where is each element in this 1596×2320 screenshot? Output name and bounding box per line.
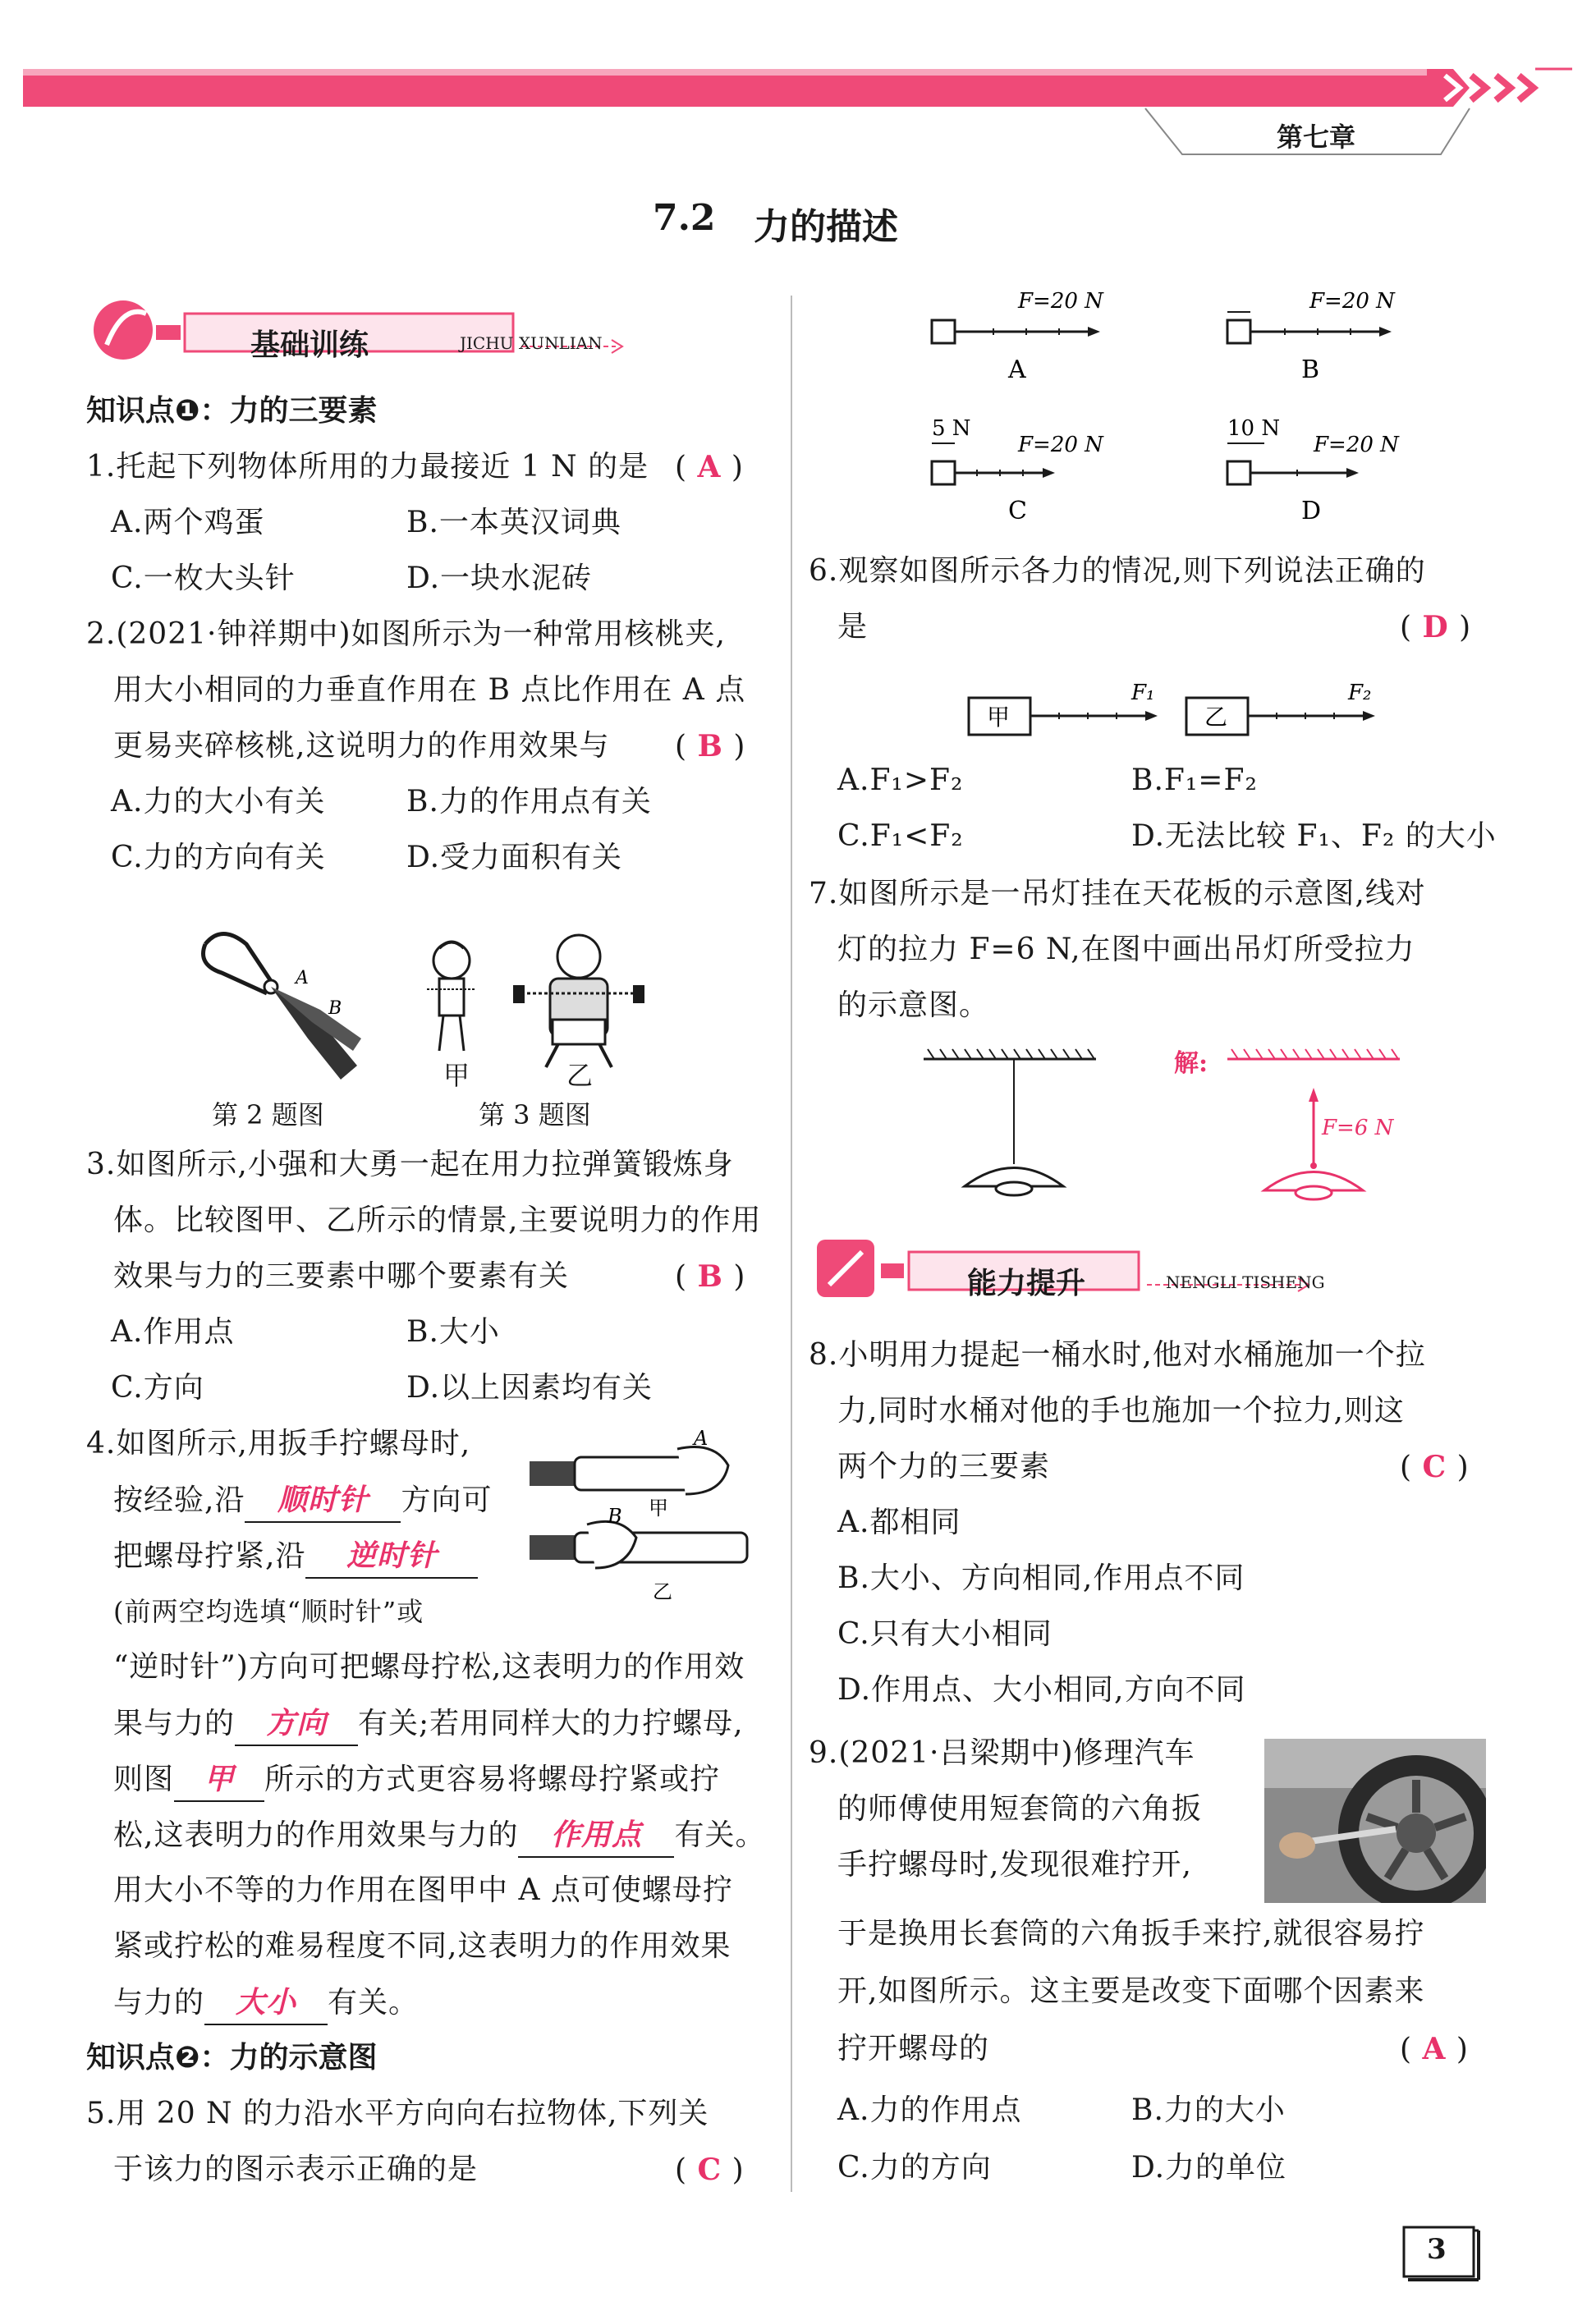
section-number: 7.2 [653, 197, 716, 239]
fig3-label-yi: 乙 [566, 1060, 594, 1091]
q9-option-b: B.力的大小 [1131, 2093, 1286, 2127]
q2-line-2: 用大小相同的力垂直作用在 B 点比作用在 A 点 [113, 673, 746, 707]
q4-line-5: “逆时针”)方向可把螺母拧松,这表明力的作用效 [113, 1650, 745, 1684]
opt-c-force: F=20 N [1018, 433, 1103, 457]
q6-option-c: C.F₁<F₂ [837, 819, 964, 853]
answer-bracket-q5: ( C ) [675, 2153, 745, 2187]
q6-box-yi: 乙 [1204, 704, 1228, 731]
q8-line-2: 力,同时水桶对他的手也施加一个拉力,则这 [837, 1394, 1405, 1428]
page-title: 力的描述 [754, 206, 898, 248]
answer-q1: A [697, 450, 722, 484]
q4-line-2 [113, 1479, 492, 1523]
q1-option-b: B.一本英汉词典 [406, 506, 621, 539]
q4-line-6-a: 果与力的 [113, 1707, 236, 1740]
section-pinyin-basic: JICHU XUNLIAN [460, 333, 603, 353]
q4-blank-1: 顺时针 [245, 1479, 401, 1523]
q4-blank-2: 逆时针 [305, 1534, 478, 1579]
q1-option-a: A.两个鸡蛋 [111, 506, 265, 539]
q8-line-3: 两个力的三要素 [837, 1450, 1051, 1483]
opt-d-force: F=20 N [1314, 433, 1399, 457]
q4-line-7 [113, 1758, 720, 1802]
q9-option-d: D.力的单位 [1131, 2151, 1287, 2185]
answer-q8: C [1422, 1450, 1447, 1484]
opt-b-force: F=20 N [1309, 289, 1395, 314]
q9-option-a: A.力的作用点 [837, 2093, 1022, 2127]
q9-line-4: 于是换用长套筒的六角扳手来拧,就很容易拧 [837, 1917, 1425, 1951]
q8-line-1: 8.小明用力提起一桶水时,他对水桶施加一个拉 [809, 1338, 1426, 1372]
q4-line-11-b: 有关。 [328, 1986, 420, 2020]
q4-line-8 [113, 1813, 765, 1858]
q3-option-a: A.作用点 [111, 1315, 235, 1349]
q9-line-5: 开,如图所示。这主要是改变下面哪个因素来 [837, 1974, 1425, 2008]
answer-bracket-q3: ( B ) [675, 1259, 746, 1294]
q7-line-3: 的示意图。 [837, 988, 990, 1022]
q8-option-d: D.作用点、大小相同,方向不同 [837, 1673, 1246, 1707]
q6-line-1: 6.观察如图所示各力的情况,则下列说法正确的 [809, 554, 1426, 588]
answer-q6: D [1422, 610, 1449, 644]
q4-blank-6: 大小 [204, 1981, 328, 2025]
q3-line-2: 体。比较图甲、乙所示的情景,主要说明力的作用 [113, 1204, 762, 1237]
fig3-caption: 第 3 题图 [479, 1099, 591, 1130]
answer-q9: A [1422, 2032, 1447, 2066]
q4-blank-5: 作用点 [518, 1813, 674, 1858]
q4-line-2-b: 方向可 [401, 1483, 493, 1517]
q3-line-3: 效果与力的三要素中哪个要素有关 [113, 1259, 570, 1293]
q5-line-2: 于该力的图示表示正确的是 [113, 2153, 479, 2186]
q5-line-1: 5.用 20 N 的力沿水平方向向右拉物体,下列关 [86, 2097, 709, 2130]
q3-option-b: B.大小 [406, 1315, 500, 1349]
q8-option-b: B.大小、方向相同,作用点不同 [837, 1561, 1245, 1595]
knowledge-point-2: 知识点❷：力的示意图 [86, 2041, 378, 2075]
q9-line-3: 手拧螺母时,发现很难拧开, [837, 1848, 1192, 1882]
q6-box-jia: 甲 [987, 704, 1011, 731]
q7-solution-force: F=6 N [1322, 1116, 1394, 1140]
q6-option-a: A.F₁>F₂ [837, 763, 964, 797]
q4-line-8-b: 有关。 [674, 1818, 766, 1852]
header-band-graphic [0, 0, 1596, 164]
wrench-label-jia: 甲 [649, 1497, 668, 1520]
answer-bracket-q2: ( B ) [675, 729, 746, 763]
q4-line-6-b: 有关;若用同样大的力拧螺母, [358, 1707, 744, 1740]
q4-line-3-a: 把螺母拧紧,沿 [113, 1539, 306, 1573]
wrench-figure [513, 1416, 759, 1605]
knowledge-point-1: 知识点❶：力的三要素 [86, 394, 378, 428]
answer-q2: B [697, 729, 723, 763]
q2-option-c: C.力的方向有关 [111, 841, 326, 874]
opt-d-label: D [1301, 497, 1322, 525]
wrench-label-a: A [694, 1427, 709, 1450]
fig2-caption: 第 2 题图 [212, 1099, 324, 1130]
opt-d-scale: 10 N [1227, 416, 1281, 441]
q6-label-f1: F₁ [1131, 681, 1155, 705]
nutcracker-figure [189, 919, 378, 1096]
q4-line-8-a: 松,这表明力的作用效果与力的 [113, 1818, 519, 1852]
q4-line-2-a: 按经验,沿 [113, 1483, 245, 1517]
q4-line-11 [113, 1981, 419, 2025]
q2-option-d: D.受力面积有关 [406, 841, 623, 874]
q1-option-c: C.一枚大头针 [111, 562, 296, 595]
opt-b-label: B [1301, 355, 1320, 384]
q6-option-d: D.无法比较 F₁、F₂ 的大小 [1131, 819, 1497, 853]
answer-q5: C [697, 2153, 722, 2187]
q6-force-figure [961, 673, 1420, 747]
wrench-label-b: B [608, 1505, 622, 1528]
q9-option-c: C.力的方向 [837, 2151, 992, 2185]
q4-line-9: 用大小不等的力作用在图甲中 A 点可使螺母拧 [113, 1873, 733, 1907]
section-label-advanced: 能力提升 [967, 1267, 1086, 1300]
section-label-basic: 基础训练 [250, 328, 369, 362]
q2-line-3: 更易夹碎核桃,这说明力的作用效果与 [113, 729, 610, 763]
q4-blank-4: 甲 [174, 1758, 264, 1802]
q4-line-4: (前两空均选填“顺时针”或 [113, 1596, 424, 1627]
q2-option-b: B.力的作用点有关 [406, 785, 652, 818]
answer-q3: B [697, 1259, 723, 1294]
q9-line-6: 拧开螺母的 [837, 2032, 990, 2066]
q4-line-1: 4.如图所示,用扳手拧螺母时, [86, 1427, 471, 1460]
q3-option-c: C.方向 [111, 1371, 204, 1405]
opt-a-force: F=20 N [1018, 289, 1103, 314]
q9-line-1: 9.(2021·吕梁期中)修理汽车 [809, 1736, 1195, 1770]
chapter-label: 第七章 [1277, 122, 1356, 153]
q6-label-f2: F₂ [1348, 681, 1372, 705]
q1-option-d: D.一块水泥砖 [406, 562, 593, 595]
q2-line-1: 2.(2021·钟祥期中)如图所示为一种常用核桃夹, [86, 617, 726, 651]
q4-blank-3: 方向 [235, 1702, 358, 1746]
q4-line-6 [113, 1702, 744, 1746]
q9-line-2: 的师傅使用短套筒的六角扳 [837, 1792, 1203, 1826]
q4-line-3 [113, 1534, 478, 1579]
q6-option-b: B.F₁=F₂ [1131, 763, 1258, 797]
q7-line-2: 灯的拉力 F=6 N,在图中画出吊灯所受拉力 [837, 933, 1415, 966]
fig3-label-jia: 甲 [443, 1060, 470, 1091]
nutcracker-label-a: A [296, 968, 309, 988]
wheel-repair-photo [1264, 1739, 1486, 1903]
q7-line-1: 7.如图所示是一吊灯挂在天花板的示意图,线对 [809, 877, 1426, 910]
q8-option-a: A.都相同 [837, 1506, 961, 1539]
q3-line-1: 3.如图所示,小强和大勇一起在用力拉弹簧锻炼身 [86, 1148, 734, 1181]
q2-option-a: A.力的大小有关 [111, 785, 326, 818]
q8-option-c: C.只有大小相同 [837, 1617, 1053, 1651]
opt-a-label: A [1008, 355, 1026, 384]
page-number: 3 [1427, 2233, 1447, 2266]
q4-line-7-b: 所示的方式更容易将螺母拧紧或拧 [264, 1763, 721, 1796]
force-diagram-options [920, 279, 1461, 542]
nutcracker-label-b: B [328, 998, 342, 1019]
wrench-label-yi: 乙 [653, 1580, 672, 1603]
hanging-lamp-figure [920, 1043, 1412, 1215]
q7-solution-label: 解: [1174, 1049, 1208, 1078]
answer-bracket-q6: ( D ) [1400, 610, 1472, 644]
column-divider [791, 296, 792, 2192]
section-pinyin-advanced: NENGLI TISHENG [1166, 1272, 1325, 1292]
answer-bracket-q8: ( C ) [1400, 1450, 1470, 1484]
q3-option-d: D.以上因素均有关 [406, 1371, 654, 1405]
question-1-stem: 1.托起下列物体所用的力最接近 1 N 的是 [86, 450, 649, 484]
q6-line-2: 是 [837, 610, 869, 644]
opt-c-label: C [1008, 497, 1027, 525]
q4-line-7-a: 则图 [113, 1763, 175, 1796]
q4-line-10: 紧或拧松的难易程度不同,这表明力的作用效果 [113, 1929, 732, 1963]
q4-line-11-a: 与力的 [113, 1986, 205, 2020]
opt-c-scale: 5 N [932, 416, 971, 441]
answer-bracket-q9: ( A ) [1400, 2032, 1469, 2066]
answer-bracket-q1: ( A ) [675, 450, 744, 484]
